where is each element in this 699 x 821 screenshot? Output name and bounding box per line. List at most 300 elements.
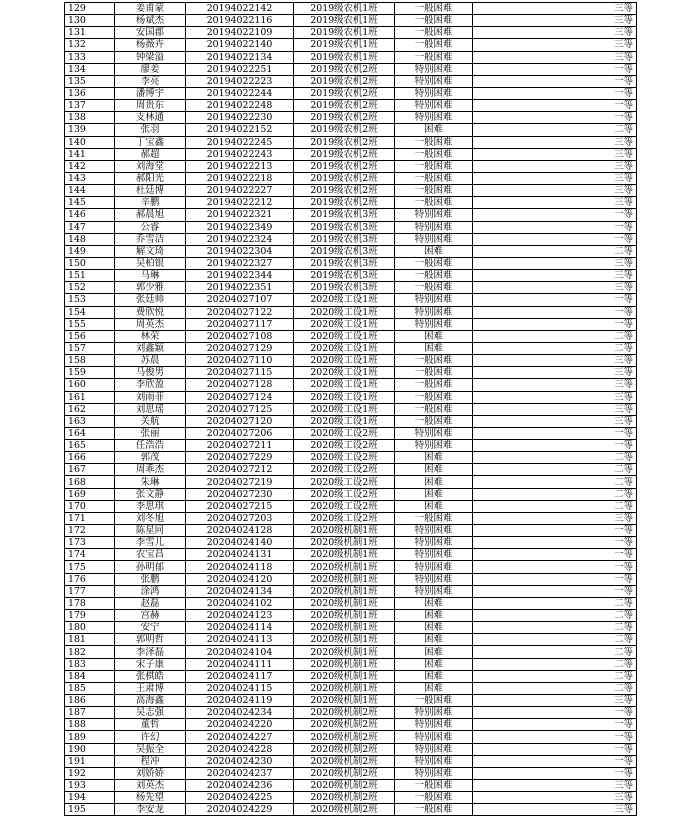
- table-row: [65, 464, 637, 476]
- student-name-cell: 涂鸿: [115, 585, 186, 597]
- student-id-cell: 20204024111: [186, 658, 294, 670]
- class-cell: 2019级农机2班: [294, 63, 395, 75]
- difficulty-cell: 特别困难: [395, 87, 473, 99]
- difficulty-cell: 一般困难: [395, 367, 473, 379]
- difficulty-cell: 特别困难: [395, 573, 473, 585]
- student-name-cell: 马俊男: [115, 367, 186, 379]
- table-row: [65, 549, 637, 561]
- row-number-cell: 181: [65, 634, 115, 646]
- student-id-cell: 20204027203: [186, 512, 294, 524]
- student-name-cell: 费欣悦: [115, 306, 186, 318]
- class-cell: 2020级机制1班: [294, 549, 395, 561]
- grade-level-cell: 三等: [473, 172, 637, 184]
- row-number-cell: 152: [65, 282, 115, 294]
- class-cell: 2019级农机1班: [294, 27, 395, 39]
- table-row: [65, 767, 637, 779]
- grade-level-cell: 一等: [473, 112, 637, 124]
- class-cell: 2020级工设1班: [294, 379, 395, 391]
- class-cell: 2020级工设2班: [294, 476, 395, 488]
- row-number-cell: 145: [65, 197, 115, 209]
- student-id-cell: 20204027129: [186, 342, 294, 354]
- difficulty-cell: 困难: [395, 670, 473, 682]
- row-number-cell: 174: [65, 549, 115, 561]
- difficulty-cell: 一般困难: [395, 415, 473, 427]
- table-row: [65, 597, 637, 609]
- class-cell: 2020级机制1班: [294, 646, 395, 658]
- table-row: [65, 610, 637, 622]
- grade-level-cell: 二等: [473, 670, 637, 682]
- student-name-cell: 李安龙: [115, 804, 186, 816]
- class-cell: 2019级农机1班: [294, 39, 395, 51]
- class-cell: 2019级农机3班: [294, 245, 395, 257]
- table-row: [65, 658, 637, 670]
- student-name-cell: 任浩浩: [115, 440, 186, 452]
- student-id-cell: 20204024228: [186, 743, 294, 755]
- difficulty-cell: 特别困难: [395, 221, 473, 233]
- grade-level-cell: 二等: [473, 464, 637, 476]
- class-cell: 2020级机制2班: [294, 780, 395, 792]
- row-number-cell: 130: [65, 15, 115, 27]
- class-cell: 2020级机制1班: [294, 561, 395, 573]
- table-row: [65, 500, 637, 512]
- student-id-cell: 20204027219: [186, 476, 294, 488]
- table-row: [65, 136, 637, 148]
- row-number-cell: 131: [65, 27, 115, 39]
- table-row: [65, 63, 637, 75]
- row-number-cell: 155: [65, 318, 115, 330]
- difficulty-cell: 困难: [395, 124, 473, 136]
- grade-level-cell: 一等: [473, 209, 637, 221]
- class-cell: 2019级农机2班: [294, 100, 395, 112]
- row-number-cell: 177: [65, 585, 115, 597]
- student-id-cell: 20194022321: [186, 209, 294, 221]
- student-name-cell: 李雪儿: [115, 537, 186, 549]
- difficulty-cell: 一般困难: [395, 51, 473, 63]
- row-number-cell: 142: [65, 160, 115, 172]
- row-number-cell: 185: [65, 682, 115, 694]
- class-cell: 2020级机制2班: [294, 707, 395, 719]
- class-cell: 2019级农机1班: [294, 15, 395, 27]
- grade-level-cell: 三等: [473, 512, 637, 524]
- class-cell: 2020级机制1班: [294, 573, 395, 585]
- student-id-cell: 20204024114: [186, 622, 294, 634]
- table-row: [65, 415, 637, 427]
- student-name-cell: 李思琪: [115, 500, 186, 512]
- row-number-cell: 194: [65, 792, 115, 804]
- table-row: [65, 330, 637, 342]
- class-cell: 2019级农机2班: [294, 87, 395, 99]
- class-cell: 2020级机制1班: [294, 597, 395, 609]
- class-cell: 2019级农机2班: [294, 197, 395, 209]
- row-number-cell: 195: [65, 804, 115, 816]
- row-number-cell: 172: [65, 525, 115, 537]
- student-name-cell: 张羽: [115, 124, 186, 136]
- grade-level-cell: 三等: [473, 257, 637, 269]
- grade-level-cell: 三等: [473, 270, 637, 282]
- difficulty-cell: 一般困难: [395, 512, 473, 524]
- difficulty-cell: 一般困难: [395, 391, 473, 403]
- row-number-cell: 192: [65, 767, 115, 779]
- class-cell: 2020级工设1班: [294, 294, 395, 306]
- student-id-cell: 20204024128: [186, 525, 294, 537]
- grade-level-cell: 三等: [473, 804, 637, 816]
- student-name-cell: 吴志强: [115, 707, 186, 719]
- class-cell: 2019级农机3班: [294, 257, 395, 269]
- class-cell: 2020级机制2班: [294, 792, 395, 804]
- student-id-cell: 20194022327: [186, 257, 294, 269]
- class-cell: 2020级机制1班: [294, 658, 395, 670]
- student-id-cell: 20204027125: [186, 403, 294, 415]
- grade-level-cell: 三等: [473, 391, 637, 403]
- difficulty-cell: 困难: [395, 452, 473, 464]
- grade-level-cell: 二等: [473, 682, 637, 694]
- grade-level-cell: 二等: [473, 245, 637, 257]
- row-number-cell: 171: [65, 512, 115, 524]
- row-number-cell: 186: [65, 695, 115, 707]
- class-cell: 2020级机制2班: [294, 743, 395, 755]
- grade-level-cell: 三等: [473, 27, 637, 39]
- grade-level-cell: 一等: [473, 294, 637, 306]
- student-name-cell: 陈星同: [115, 525, 186, 537]
- table-row: [65, 112, 637, 124]
- student-id-cell: 20194022304: [186, 245, 294, 257]
- student-id-cell: 20194022212: [186, 197, 294, 209]
- row-number-cell: 169: [65, 488, 115, 500]
- student-name-cell: 周贵东: [115, 100, 186, 112]
- grade-level-cell: 一等: [473, 233, 637, 245]
- student-name-cell: 郝超: [115, 148, 186, 160]
- student-id-cell: 20204027212: [186, 464, 294, 476]
- student-id-cell: 20194022218: [186, 172, 294, 184]
- table-row: [65, 731, 637, 743]
- student-id-cell: 20204027120: [186, 415, 294, 427]
- row-number-cell: 154: [65, 306, 115, 318]
- grade-level-cell: 三等: [473, 15, 637, 27]
- row-number-cell: 159: [65, 367, 115, 379]
- table-row: [65, 148, 637, 160]
- student-name-cell: 李泽磊: [115, 646, 186, 658]
- row-number-cell: 156: [65, 330, 115, 342]
- table-row: [65, 440, 637, 452]
- row-number-cell: 147: [65, 221, 115, 233]
- grade-level-cell: 三等: [473, 197, 637, 209]
- difficulty-cell: 特别困难: [395, 755, 473, 767]
- row-number-cell: 135: [65, 75, 115, 87]
- difficulty-cell: 一般困难: [395, 792, 473, 804]
- table-row: [65, 743, 637, 755]
- class-cell: 2020级工设1班: [294, 355, 395, 367]
- student-id-cell: 20194022243: [186, 148, 294, 160]
- student-aid-table: [64, 2, 637, 816]
- row-number-cell: 173: [65, 537, 115, 549]
- difficulty-cell: 一般困难: [395, 39, 473, 51]
- table-row: [65, 379, 637, 391]
- grade-level-cell: 一等: [473, 87, 637, 99]
- student-name-cell: 杨斌杰: [115, 15, 186, 27]
- grade-level-cell: 一等: [473, 719, 637, 731]
- table-row: [65, 755, 637, 767]
- table-row: [65, 355, 637, 367]
- row-number-cell: 182: [65, 646, 115, 658]
- difficulty-cell: 特别困难: [395, 719, 473, 731]
- table-row: [65, 185, 637, 197]
- table-row: [65, 537, 637, 549]
- student-name-cell: 孙明郁: [115, 561, 186, 573]
- class-cell: 2019级农机3班: [294, 270, 395, 282]
- student-id-cell: 20204024131: [186, 549, 294, 561]
- row-number-cell: 168: [65, 476, 115, 488]
- difficulty-cell: 特别困难: [395, 233, 473, 245]
- difficulty-cell: 困难: [395, 476, 473, 488]
- class-cell: 2019级农机2班: [294, 112, 395, 124]
- student-name-cell: 郝阳光: [115, 172, 186, 184]
- grade-level-cell: 一等: [473, 537, 637, 549]
- difficulty-cell: 困难: [395, 464, 473, 476]
- class-cell: 2020级工设2班: [294, 488, 395, 500]
- student-name-cell: 支林通: [115, 112, 186, 124]
- student-id-cell: 20204024230: [186, 755, 294, 767]
- difficulty-cell: 一般困难: [395, 15, 473, 27]
- student-id-cell: 20204027128: [186, 379, 294, 391]
- class-cell: 2020级机制1班: [294, 537, 395, 549]
- difficulty-cell: 一般困难: [395, 160, 473, 172]
- class-cell: 2019级农机1班: [294, 51, 395, 63]
- student-name-cell: 解文琦: [115, 245, 186, 257]
- student-id-cell: 20204024115: [186, 682, 294, 694]
- grade-level-cell: 二等: [473, 488, 637, 500]
- student-id-cell: 20204024220: [186, 719, 294, 731]
- row-number-cell: 141: [65, 148, 115, 160]
- student-id-cell: 20204024123: [186, 610, 294, 622]
- grade-level-cell: 一等: [473, 75, 637, 87]
- table-row: [65, 294, 637, 306]
- row-number-cell: 163: [65, 415, 115, 427]
- table-row: [65, 512, 637, 524]
- row-number-cell: 193: [65, 780, 115, 792]
- student-name-cell: 李亮: [115, 75, 186, 87]
- row-number-cell: 187: [65, 707, 115, 719]
- student-id-cell: 20194022134: [186, 51, 294, 63]
- student-name-cell: 董哲: [115, 719, 186, 731]
- difficulty-cell: 特别困难: [395, 537, 473, 549]
- student-id-cell: 20204024118: [186, 561, 294, 573]
- student-id-cell: 20204027229: [186, 452, 294, 464]
- student-name-cell: 周乖杰: [115, 464, 186, 476]
- student-name-cell: 郭明哲: [115, 634, 186, 646]
- student-id-cell: 20204027206: [186, 427, 294, 439]
- class-cell: 2020级工设1班: [294, 403, 395, 415]
- student-id-cell: 20194022116: [186, 15, 294, 27]
- row-number-cell: 133: [65, 51, 115, 63]
- table-row: [65, 318, 637, 330]
- student-name-cell: 张鹏: [115, 573, 186, 585]
- difficulty-cell: 特别困难: [395, 294, 473, 306]
- student-id-cell: 20204024104: [186, 646, 294, 658]
- class-cell: 2019级农机3班: [294, 221, 395, 233]
- class-cell: 2020级工设1班: [294, 391, 395, 403]
- difficulty-cell: 困难: [395, 245, 473, 257]
- student-id-cell: 20204027110: [186, 355, 294, 367]
- student-name-cell: 安国郡: [115, 27, 186, 39]
- grade-level-cell: 一等: [473, 755, 637, 767]
- grade-level-cell: 三等: [473, 695, 637, 707]
- grade-level-cell: 二等: [473, 658, 637, 670]
- student-id-cell: 20204027211: [186, 440, 294, 452]
- difficulty-cell: 特别困难: [395, 427, 473, 439]
- grade-level-cell: 二等: [473, 124, 637, 136]
- class-cell: 2019级农机3班: [294, 233, 395, 245]
- student-name-cell: 乔雪洁: [115, 233, 186, 245]
- row-number-cell: 183: [65, 658, 115, 670]
- row-number-cell: 160: [65, 379, 115, 391]
- grade-level-cell: 三等: [473, 355, 637, 367]
- difficulty-cell: 一般困难: [395, 270, 473, 282]
- grade-level-cell: 三等: [473, 282, 637, 294]
- table-row: [65, 27, 637, 39]
- grade-level-cell: 三等: [473, 148, 637, 160]
- table-row: [65, 3, 637, 15]
- student-name-cell: 钟梁溢: [115, 51, 186, 63]
- table-row: [65, 670, 637, 682]
- row-number-cell: 180: [65, 622, 115, 634]
- table-row: [65, 75, 637, 87]
- student-name-cell: 张棋皓: [115, 670, 186, 682]
- grade-level-cell: 一等: [473, 221, 637, 233]
- student-aid-table-sheet: [64, 2, 636, 816]
- table-row: [65, 707, 637, 719]
- student-name-cell: 刘思瑶: [115, 403, 186, 415]
- difficulty-cell: 一般困难: [395, 27, 473, 39]
- row-number-cell: 178: [65, 597, 115, 609]
- difficulty-cell: 一般困难: [395, 148, 473, 160]
- grade-level-cell: 一等: [473, 427, 637, 439]
- difficulty-cell: 困难: [395, 610, 473, 622]
- student-id-cell: 20204027230: [186, 488, 294, 500]
- row-number-cell: 149: [65, 245, 115, 257]
- table-row: [65, 100, 637, 112]
- class-cell: 2020级工设2班: [294, 512, 395, 524]
- student-id-cell: 20194022109: [186, 27, 294, 39]
- row-number-cell: 139: [65, 124, 115, 136]
- table-row: [65, 476, 637, 488]
- student-name-cell: 刘冬旭: [115, 512, 186, 524]
- class-cell: 2020级工设2班: [294, 440, 395, 452]
- grade-level-cell: 一等: [473, 318, 637, 330]
- difficulty-cell: 困难: [395, 342, 473, 354]
- table-row: [65, 160, 637, 172]
- row-number-cell: 175: [65, 561, 115, 573]
- row-number-cell: 143: [65, 172, 115, 184]
- class-cell: 2020级机制1班: [294, 610, 395, 622]
- class-cell: 2019级农机2班: [294, 185, 395, 197]
- difficulty-cell: 特别困难: [395, 525, 473, 537]
- grade-level-cell: 三等: [473, 39, 637, 51]
- student-name-cell: 赵磊: [115, 597, 186, 609]
- class-cell: 2020级工设1班: [294, 367, 395, 379]
- student-id-cell: 20204027108: [186, 330, 294, 342]
- student-name-cell: 高海鑫: [115, 695, 186, 707]
- row-number-cell: 161: [65, 391, 115, 403]
- table-row: [65, 39, 637, 51]
- difficulty-cell: 困难: [395, 330, 473, 342]
- student-name-cell: 郭茂: [115, 452, 186, 464]
- class-cell: 2020级机制1班: [294, 585, 395, 597]
- row-number-cell: 164: [65, 427, 115, 439]
- student-name-cell: 宫赫: [115, 610, 186, 622]
- table-row: [65, 124, 637, 136]
- class-cell: 2020级工设1班: [294, 342, 395, 354]
- grade-level-cell: 二等: [473, 342, 637, 354]
- class-cell: 2020级机制1班: [294, 634, 395, 646]
- grade-level-cell: 三等: [473, 780, 637, 792]
- grade-level-cell: 二等: [473, 500, 637, 512]
- class-cell: 2020级工设1班: [294, 318, 395, 330]
- student-name-cell: 廖姜: [115, 63, 186, 75]
- table-row: [65, 792, 637, 804]
- table-row: [65, 488, 637, 500]
- grade-level-cell: 三等: [473, 160, 637, 172]
- table-row: [65, 257, 637, 269]
- row-number-cell: 166: [65, 452, 115, 464]
- student-name-cell: 张廷帅: [115, 294, 186, 306]
- student-name-cell: 关航: [115, 415, 186, 427]
- difficulty-cell: 一般困难: [395, 172, 473, 184]
- difficulty-cell: 特别困难: [395, 743, 473, 755]
- student-id-cell: 20194022349: [186, 221, 294, 233]
- table-row: [65, 804, 637, 816]
- student-id-cell: 20204027107: [186, 294, 294, 306]
- table-row: [65, 682, 637, 694]
- student-name-cell: 吴柏银: [115, 257, 186, 269]
- student-id-cell: 20194022248: [186, 100, 294, 112]
- grade-level-cell: 二等: [473, 634, 637, 646]
- student-id-cell: 20204024237: [186, 767, 294, 779]
- row-number-cell: 140: [65, 136, 115, 148]
- difficulty-cell: 一般困难: [395, 257, 473, 269]
- student-name-cell: 吴振全: [115, 743, 186, 755]
- student-name-cell: 公睿: [115, 221, 186, 233]
- student-name-cell: 农宝昌: [115, 549, 186, 561]
- class-cell: 2020级机制1班: [294, 622, 395, 634]
- table-row: [65, 306, 637, 318]
- table-row: [65, 525, 637, 537]
- student-id-cell: 20204024227: [186, 731, 294, 743]
- table-row: [65, 634, 637, 646]
- grade-level-cell: 二等: [473, 610, 637, 622]
- class-cell: 2019级农机2班: [294, 172, 395, 184]
- student-id-cell: 20204024120: [186, 573, 294, 585]
- grade-level-cell: 三等: [473, 367, 637, 379]
- student-name-cell: 刘娇娇: [115, 767, 186, 779]
- row-number-cell: 137: [65, 100, 115, 112]
- student-id-cell: 20204024225: [186, 792, 294, 804]
- student-id-cell: 20194022324: [186, 233, 294, 245]
- class-cell: 2020级机制1班: [294, 525, 395, 537]
- student-id-cell: 20194022230: [186, 112, 294, 124]
- class-cell: 2020级机制2班: [294, 767, 395, 779]
- difficulty-cell: 特别困难: [395, 100, 473, 112]
- row-number-cell: 148: [65, 233, 115, 245]
- difficulty-cell: 困难: [395, 682, 473, 694]
- student-id-cell: 20194022344: [186, 270, 294, 282]
- row-number-cell: 184: [65, 670, 115, 682]
- student-name-cell: 刘鑫颖: [115, 342, 186, 354]
- row-number-cell: 138: [65, 112, 115, 124]
- table-row: [65, 452, 637, 464]
- difficulty-cell: 一般困难: [395, 197, 473, 209]
- student-id-cell: 20194022213: [186, 160, 294, 172]
- difficulty-cell: 一般困难: [395, 804, 473, 816]
